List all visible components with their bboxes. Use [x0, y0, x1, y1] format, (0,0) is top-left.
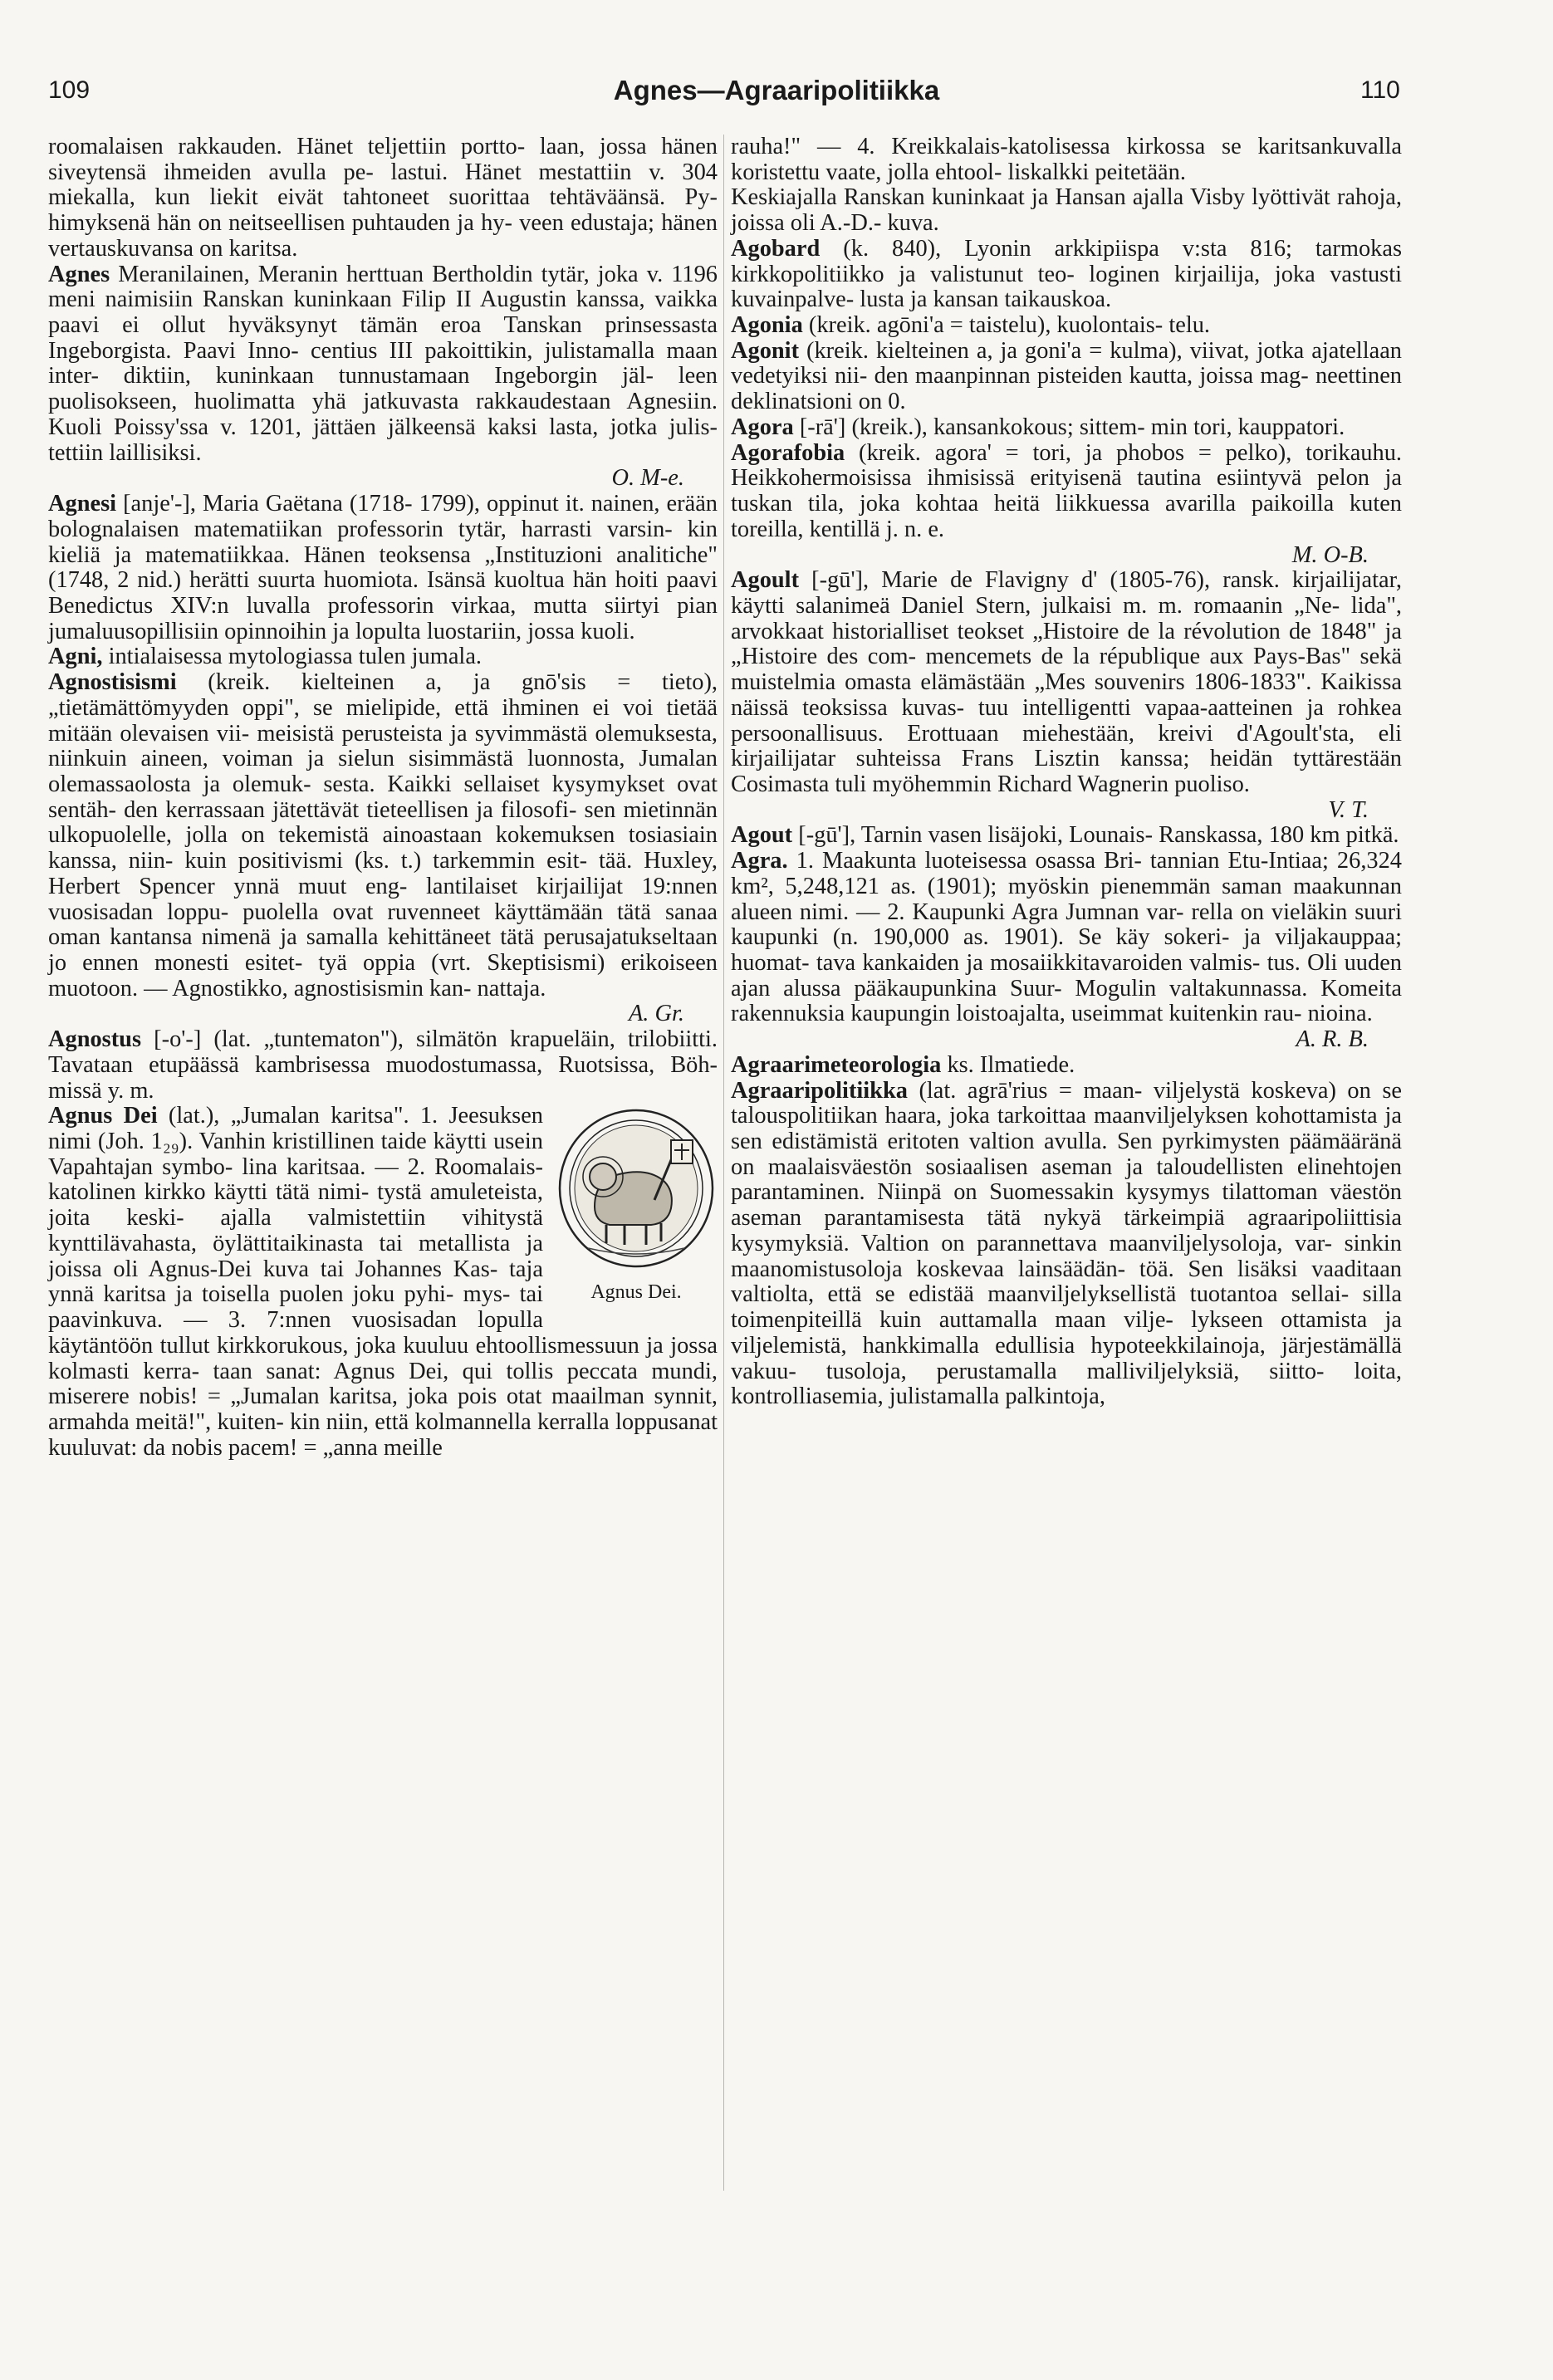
- entry-text: (kreik. kielteinen a, ja gnō'sis = tieto), „tietämättömyyden oppi", se mielipide, että ihminen ei voi tietää mitään olevaisen vii- meisistä perusteista ja syvimmästä olemuksesta, niinkuin aineen, voiman ja sielun sisimmästä luonnosta, Jumalan olemassaolosta ja olemuk- sesta. Kaikki sellaiset kysymykset ovat sentäh- den kerrassaan jätettävät tieteellisen ja filosofi- sen mietinnän ulkopuolelle, jolla on tekemistä ainoastaan kokemuksen tosiasiain kanssa, niin- kuin positivismi (ks. t.) tarkemmin esit- tää. Huxley, Herbert Spencer ynnä muut eng- lantilaiset kirjailijat 19:nnen vuosisadan loppu- puolella ovat ruvenneet käyttämään tätä sanaa oman kantansa nimenä ja samalla kehittäneet tätä perusajatukseltaan jo ennen monesti esitet- tyä oppia (vrt. Skeptisismi) erikoiseen muotoon. — Agnostikko, agnostisismin kan- nattaja.: [48, 669, 718, 1001]
- entry-headword: Agonit: [731, 337, 800, 364]
- entry-text: (k. 840), Lyonin arkkipiispa v:sta 816; tarmokas kirkkopolitiikko ja valistunut teo- loginen kirjailija, joka vastusti kuvainpalve- lusta ja kansan taikauskoa.: [731, 235, 1402, 313]
- agnus-dei-figure: [555, 1107, 718, 1313]
- entry-agora: [731, 415, 1402, 441]
- entry-text: 1. Maakunta luoteisessa osassa Bri- tannian Etu-Intiaa; 26,324 km², 5,248,121 as. (1901); myöskin pienemmän saman maakunnan alueen nimi. — 2. Kaupunki Agra Jumnan var- rella on vieläkin suuri kaupunki (n. 190,000 as. 1901). Se käy sokeri- ja viljakauppaa; huomat- tava kankaiden ja mosaiikkitavaroiden valmis- tus. Oli uuden ajan alussa pääkaupunkina Suur- Mogulin valtakunnassa. Komeita rakennuksia kaupungin loistoajalta, useimmat kuitenkin rau- nioina.: [731, 848, 1402, 1027]
- page-header: [0, 0, 1553, 133]
- entry-agnostus: [48, 1027, 718, 1104]
- entry-headword: Agra.: [731, 848, 788, 874]
- entry-text: (kreik. agōni'a = taistelu), kuolontais- telu.: [808, 312, 1211, 339]
- entry-text: (lat.), „Jumalan karitsa". 1. Jeesuksen nimi (Joh. 1₂₉). Vanhin kristillinen taide käytti usein Vapahtajan symbo- lina karitsaa. — 2. Roomalais- katolinen kirkko käytti tätä nimi- tystä amuleteista, joita keski- ajalla valmistettiin vihitystä kynttilävahasta, öylättitaikinasta tai metallista ja joissa oli Agnus-Dei kuva tai Johannes Kas- taja ynnä karitsa ja toisella puolen joku pyhi- mys- tai paavinkuva. — 3. 7:nnen vuosisadan lopulla käytäntöön tullut kirkkorukous, joka kuuluu ehtoollismessuun ja jossa kolmasti kerra- taan sanat: Agnus Dei, qui tollis peccata mundi, miserere nobis! = „Jumalan karitsa, joka pois otat maailman synnit, armahda meitä!", kuiten- kin niin, että kolmannella kerralla loppusanat kuuluvat: da nobis pacem! = „anna meille: [48, 1103, 718, 1461]
- entry-agonia: [731, 313, 1402, 339]
- page-number-left: 109: [48, 76, 91, 104]
- entry-headword: Agorafobia: [731, 439, 845, 466]
- author-signature: A. Gr.: [628, 1001, 684, 1027]
- entry-headword: Agora: [731, 414, 794, 440]
- entry-agra: [731, 849, 1402, 1053]
- entry-text: Keskiajalla Ranskan kuninkaat ja Hansan ajalla Visby lyöttivät rahoja, joissa oli A.-D.- kuva.: [731, 184, 1402, 237]
- entry-headword: Agnus Dei: [48, 1103, 158, 1129]
- author-signature: O. M-e.: [611, 465, 684, 492]
- entry-headword: Agoult: [731, 567, 800, 594]
- entry-headword: Agnostisismi: [48, 669, 177, 696]
- right-column: [731, 135, 1402, 1410]
- entry-headword: Agnesi: [48, 491, 117, 517]
- entry-text: [-o'-] (lat. „tuntematon"), silmätön krapueläin, trilobiitti. Tavataan etupäässä kambrisessa muodostumassa, Ruotsissa, Böh- missä y. m.: [48, 1026, 718, 1104]
- entry-headword: Agni,: [48, 644, 103, 670]
- author-signature: A. R. B.: [1296, 1026, 1369, 1053]
- entry-agoult: [731, 568, 1402, 823]
- entry-agnesi: [48, 492, 718, 644]
- column-divider: [723, 135, 724, 2191]
- entry-headword: Agonia: [731, 312, 803, 339]
- entry-text: (kreik. agora' = tori, ja phobos = pelko), torikauhu. Heikkohermoisissa ihmisissä erityisenä tautina esiintyvä pelon ja tuskan tila, joka kohtaa heitä liikkuessa avarilla paikoilla kuten toreilla, kentillä j. n. e.: [731, 439, 1402, 542]
- entry-text: Meranilainen, Meranin herttuan Bertholdin tytär, joka v. 1196 meni naimisiin Ranskan kuninkaan Filip II Augustin kanssa, vaikka paavi ei ollut hyväksynyt tämän eroa Tanskan prinsessasta Ingeborgista. Paavi Inno- centius III pakoittikin, julistamalla maan inter- diktiin, kuninkaan tunnustamaan Ingeborgin jäl- leen puolisokseen, huolimatta yhä jatkuvasta rakkaudestaan Agnesiin. Kuoli Poissy'ssa v. 1201, jättäen jälkeensä kaksi lasta, jotka julis- tettiin laillisiksi.: [48, 261, 718, 466]
- entry-text: (lat. agrā'rius = maan- viljelystä koskeva) on se talouspolitiikan haara, joka tarkoittaa maanviljelyksen kohottamista ja sen edistämistä eritoten valtion avulla. Sen pyrkimysten päämääränä on maalaisväestön sosiaalisen aseman ja taloudellisten elinehtojen parantaminen. Niinpä on Suomessakin kysymys tilattoman väestön aseman parantamisesta tätä nykyä tärkeimpiä agraaripoliittisia kysymyksiä. Valtion on parannettava maanviljelysoloja, var- sinkin maanomistusoloja koskevaa lainsäädän- töä. Sen lisäksi vaaditaan valtiolta, että se edistää maanviljelyksellistä tuotantoa sellai- silla toimenpiteillä kuin auttamalla maan vilje- lykseen ottamista ja viljelemistä, hankkimalla edullisia hypoteekkilainoja, järjestämällä vakuu- tusoloja, perustamalla malliviljelyksiä, siitto- loita, kontrolliasemia, julistamalla palkintoja,: [731, 1077, 1402, 1410]
- entry-agnostisismi: [48, 670, 718, 1027]
- entry-agorafobia: [731, 441, 1402, 569]
- entry-headword: Agraaripolitiikka: [731, 1077, 908, 1104]
- entry-text: [-rā'] (kreik.), kansankokous; sittem- min tori, kauppatori.: [799, 414, 1345, 440]
- entry-agraaripolitiikka: [731, 1079, 1402, 1410]
- entry-headword: Agobard: [731, 235, 821, 262]
- entry-agobard: [731, 237, 1402, 313]
- entry-agraarimeteorologia: [731, 1053, 1402, 1079]
- entry-text: (kreik. kielteinen a, ja goni'a = kulma), viivat, jotka ajatellaan vedetyiksi nii- den maanpinnan pisteiden kautta, joissa mag- neettinen deklinatsioni on 0.: [731, 337, 1402, 415]
- entry-agout: [731, 823, 1402, 849]
- entry-text: intialaisessa mytologiassa tulen jumala.: [108, 644, 483, 670]
- entry-headword: Agnes: [48, 261, 110, 287]
- entry-text: [-gū'], Marie de Flavigny d' (1805-76), ransk. kirjailijatar, käytti salanimeä Daniel Stern, julkaisi m. m. romaanin „Ne- lida", arvokkaat historialliset teokset „Histoire de la révolution de 1848" ja „Histoire des com- mencemets de la république aux Pays-Bas" sekä muistelmia omasta elämästään „Mes souvenirs 1806-1833". Kaikissa näissä teoksissa kuvas- tuu intelligentti vapaa-aatteinen ja rohkea persoonallisuus. Erottuaan miehestään, kreivi d'Agoult'sta, eli kirjailijatar suhteissa Frans Lisztin kanssa; heidän tyttärestään Cosimasta tuli myöhemmin Richard Wagnerin puoliso.: [731, 567, 1402, 797]
- page-number-right: 110: [1360, 76, 1400, 104]
- entry-text: [anje'-], Maria Gaëtana (1718- 1799), oppinut it. nainen, erään bolognalaisen matematiikan professorin tytär, harrasti varsin- kin kieliä ja matematiikkaa. Hänen teoksensa „Instituzioni analitiche" (1748, 2 nid.) herätti suurta huomiota. Isänsä kuoltua hän hoiti paavi Benedictus XIV:n luvalla professorin virkaa, mutta siirtyi pian jumaluusopillisiin opinnoihin ja lopulta luostariin, jossa kuoli.: [48, 491, 718, 644]
- entry-agnes-meranilainen: [48, 262, 718, 492]
- entry-text: [-gū'], Tarnin vasen lisäjoki, Lounais- Ranskassa, 180 km pitkä.: [798, 822, 1399, 849]
- entry-text: roomalaisen rakkauden. Hänet teljettiin portto- laan, jossa hänen siveytensä ihmeiden avulla pe- lastui. Hänet mestattiin v. 304 miekalla, kun liekit eivät tahtoneet suorittaa tehtäväänsä. Py- himyksenä hän on neitseellisen puhtauden ja hy- veen edustaja; hänen vertauskuvansa on karitsa.: [48, 134, 718, 262]
- entry-agnus-dei-continued: [731, 135, 1402, 185]
- entry-headword: Agraarimeteorologia: [731, 1051, 942, 1078]
- entry-agnus-dei-coins: [731, 185, 1402, 236]
- entry-agonit: [731, 339, 1402, 415]
- entry-headword: Agnostus: [48, 1026, 142, 1053]
- running-head: Agnes—Agraaripolitiikka: [613, 75, 940, 105]
- left-column: [48, 135, 718, 1461]
- entry-text: ks. Ilmatiede.: [947, 1051, 1075, 1078]
- figure-caption: Agnus Dei.: [590, 1281, 682, 1304]
- entry-agnes-continued: [48, 135, 718, 262]
- agnus-dei-medallion-icon: [555, 1107, 718, 1275]
- entry-agni: [48, 644, 718, 670]
- entry-text: rauha!" — 4. Kreikkalais-katolisessa kirkossa se karitsankuvalla koristettu vaate, jolla ehtool- liskalkki peitetään.: [731, 134, 1402, 185]
- entry-headword: Agout: [731, 822, 793, 849]
- author-signature: V. T.: [1328, 796, 1369, 823]
- author-signature: M. O-B.: [1291, 541, 1369, 568]
